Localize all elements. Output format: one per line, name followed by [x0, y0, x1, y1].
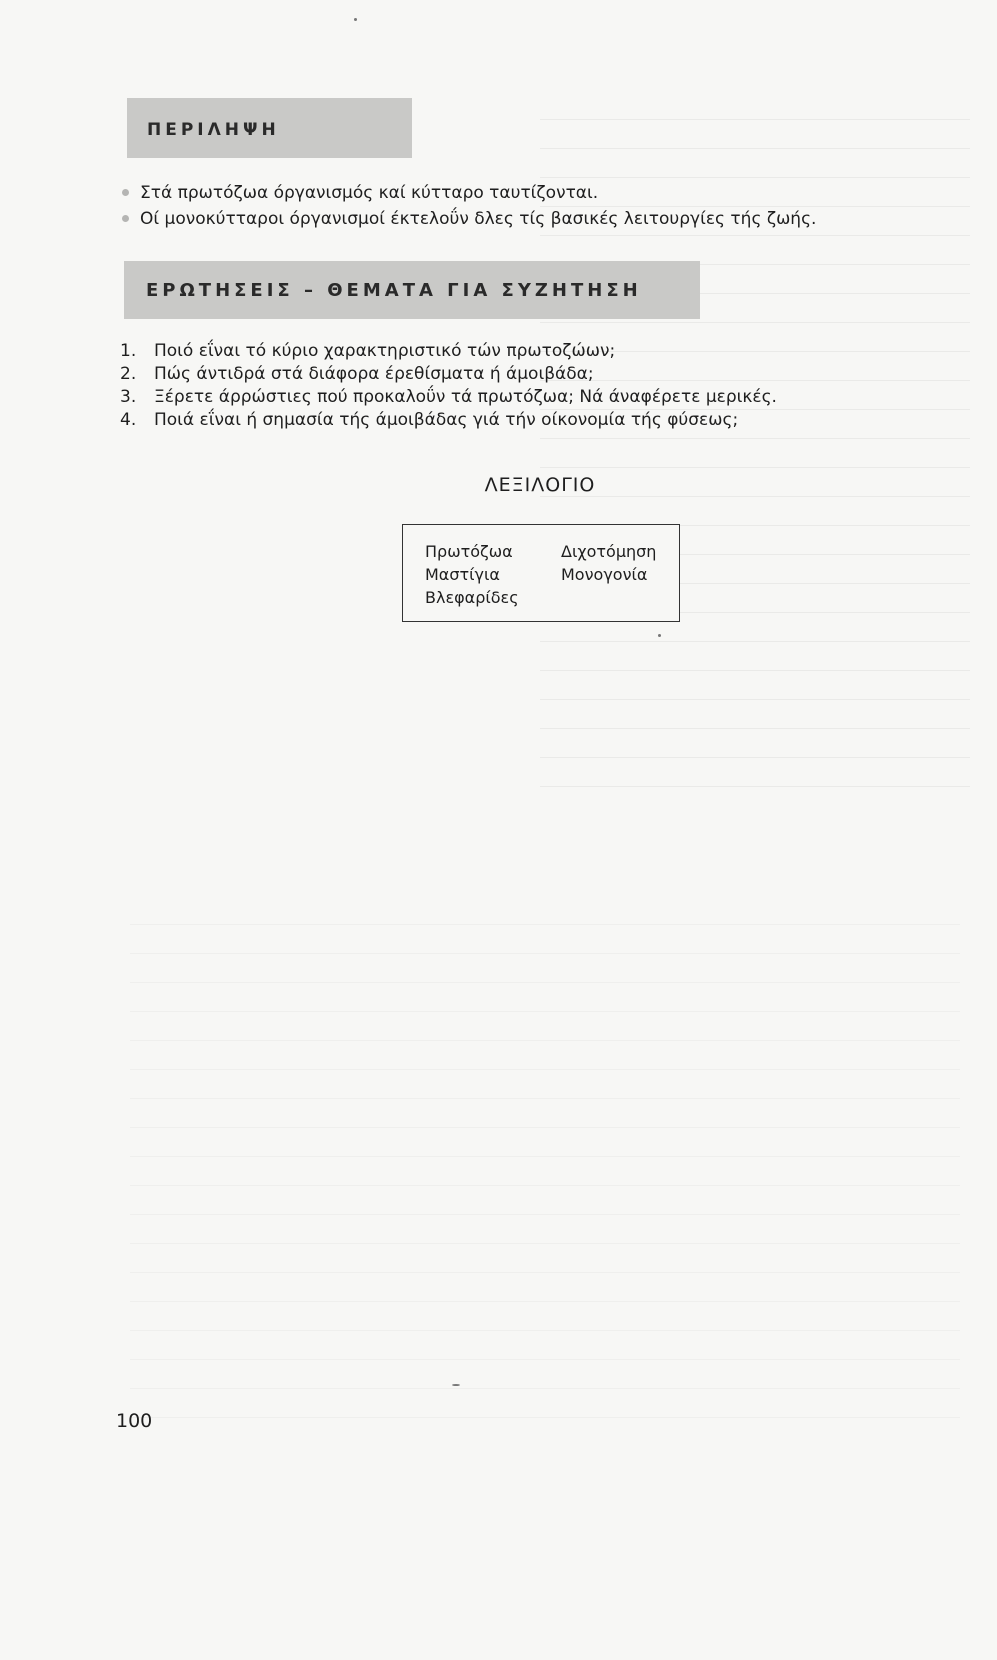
lexicon-term: Πρωτόζωα — [425, 542, 513, 561]
print-speck — [658, 634, 661, 637]
question-number: 1. — [120, 341, 137, 361]
summary-list — [120, 180, 900, 232]
print-speck — [452, 1384, 460, 1386]
question-text: Ποιό εΐναι τό κύριο χαρακτηριστικό τών πρωτοζώων; — [154, 341, 616, 361]
questions-heading-banner — [124, 261, 700, 319]
lexicon-box — [402, 524, 680, 622]
lexicon-term: Βλεφαρίδες — [425, 588, 519, 607]
print-speck — [354, 18, 357, 21]
summary-item — [120, 180, 900, 206]
questions-heading: ΕΡΩΤΗΣΕΙΣ – ΘΕΜΑΤΑ ΓΙΑ ΣΥΖΗΤΗΣΗ — [146, 280, 642, 301]
lexicon-term: Μαστίγια — [425, 565, 500, 584]
summary-item — [120, 206, 900, 232]
question-text: Πώς άντιδρά στά διάφορα έρεθίσματα ή άμοιβάδα; — [154, 364, 594, 384]
lexicon-term: Διχοτόμηση — [561, 542, 657, 561]
lexicon-term: Μονογονία — [561, 565, 648, 584]
questions-list — [120, 340, 880, 432]
summary-heading-banner — [127, 98, 412, 158]
question-number: 3. — [120, 387, 137, 407]
question-item — [120, 409, 880, 432]
summary-heading: ΠΕΡΙΛΗΨΗ — [147, 120, 280, 140]
question-number: 4. — [120, 410, 137, 430]
lexicon-left-column — [425, 540, 519, 609]
summary-item-text: Στά πρωτόζωα όργανισμός καί κύτταρο ταυτίζονται. — [140, 183, 599, 203]
summary-item-text: Οί μονοκύτταροι όργανισμοί έκτελοΰν δλες τίς βασικές λειτουργίες τής ζωής. — [140, 209, 817, 229]
question-number: 2. — [120, 364, 137, 384]
page-number: 100 — [116, 1410, 153, 1432]
lexicon-title: ΛΕΞΙΛΟΓΙΟ — [484, 474, 596, 496]
bullet-icon — [122, 189, 129, 196]
question-text: Ξέρετε άρρώστιες πού προκαλοΰν τά πρωτόζωα; Νά άναφέρετε μερικές. — [154, 387, 777, 407]
bleed-through-text-lower — [130, 900, 960, 1660]
lexicon-right-column — [561, 540, 656, 586]
question-item — [120, 386, 880, 409]
question-item — [120, 363, 880, 386]
question-item — [120, 340, 880, 363]
question-text: Ποιά εΐναι ή σημασία τής άμοιβάδας γιά τήν οίκονομία τής φύσεως; — [154, 410, 739, 430]
bullet-icon — [122, 215, 129, 222]
